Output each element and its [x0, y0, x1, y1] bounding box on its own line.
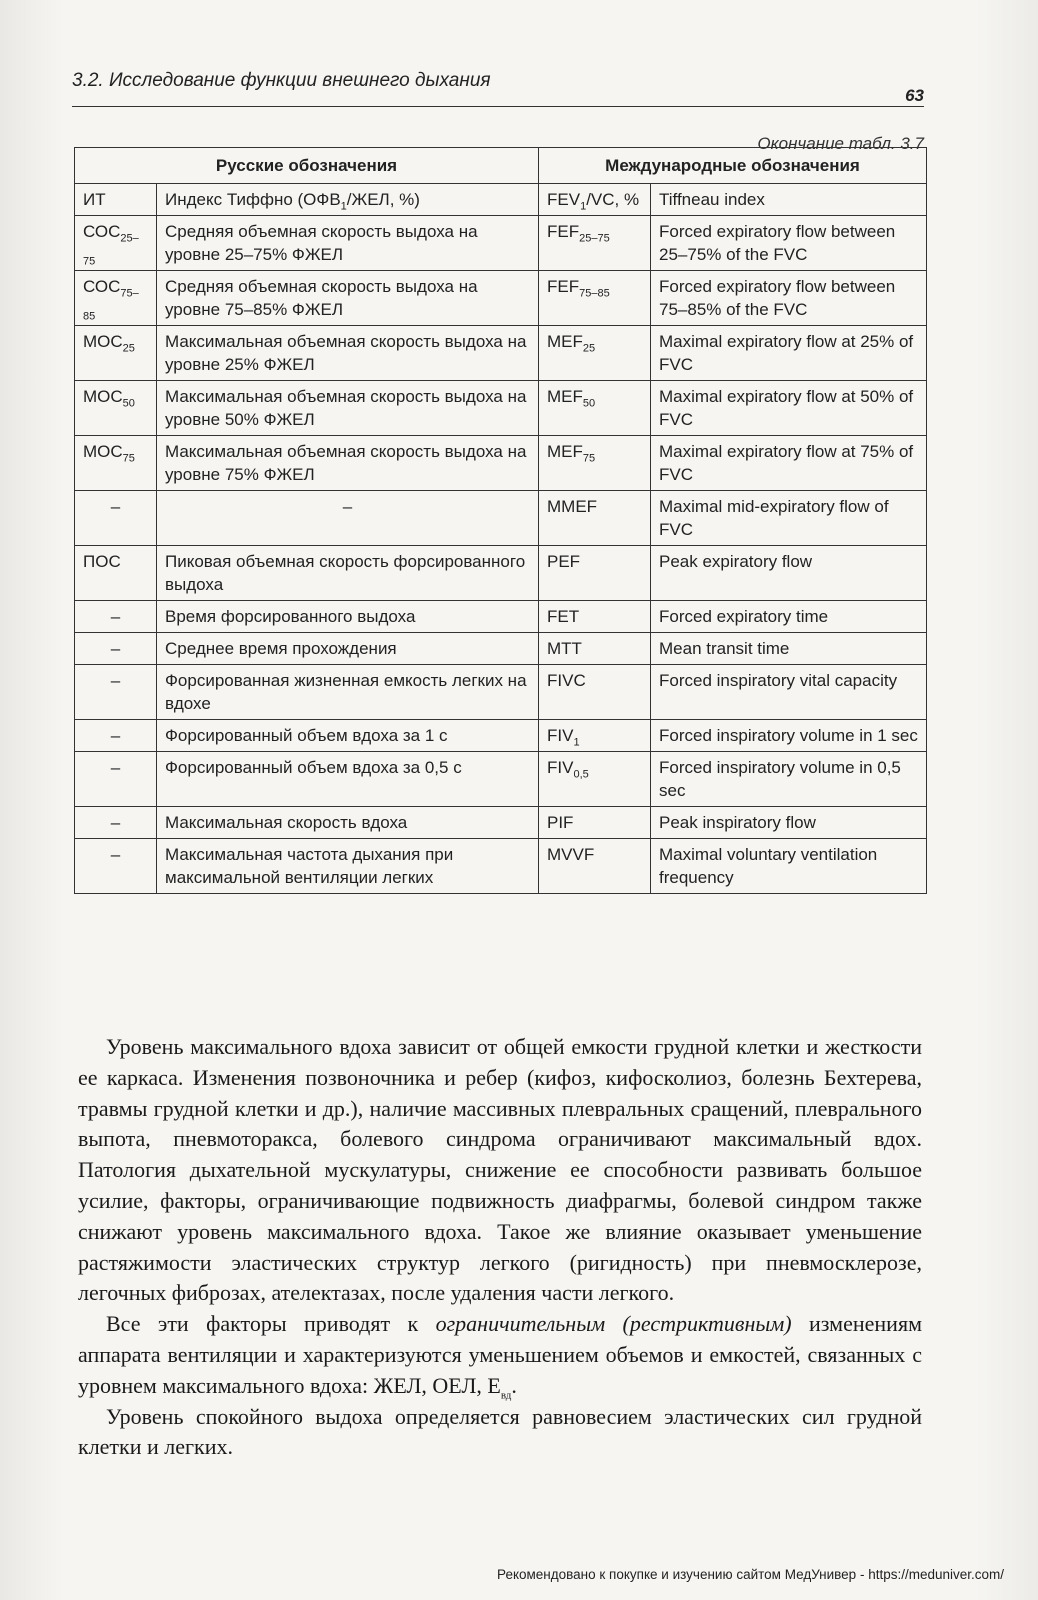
ru-name-cell-text: Максимальная скорость вдоха — [165, 813, 408, 832]
intl-abbr-cell — [539, 720, 651, 752]
ru-name-cell — [157, 491, 539, 546]
col-header-russian: Русские обозначения — [75, 148, 539, 184]
ru-abbr-cell — [75, 601, 157, 633]
intl-abbr-cell-text: MEF — [547, 387, 583, 406]
intl-abbr-cell — [539, 326, 651, 381]
ru-abbr-cell-subscript: 50 — [122, 397, 135, 410]
ru-name-cell — [157, 839, 539, 894]
ru-name-cell-text: /ЖЕЛ, %) — [346, 190, 420, 209]
ru-name-cell-text: Максимальная объемная скорость выдоха на уровне 50% ФЖЕЛ — [165, 387, 527, 429]
page-number: 63 — [905, 86, 924, 105]
intl-name-cell-text: Forced expiratory time — [659, 607, 829, 626]
intl-abbr-cell — [539, 491, 651, 546]
ru-name-cell — [157, 326, 539, 381]
intl-abbr-cell-text: MMEF — [547, 497, 598, 516]
intl-abbr-cell-text: FET — [547, 607, 580, 626]
intl-abbr-cell-text: PEF — [547, 552, 581, 571]
ru-name-cell — [157, 752, 539, 807]
ru-name-cell-text: Средняя объемная скорость выдоха на уровне 25–75% ФЖЕЛ — [165, 222, 478, 264]
ru-abbr-cell-subscript: 25–75 — [83, 232, 139, 268]
ru-abbr-cell — [75, 216, 157, 271]
ru-abbr-cell-text: МОС — [83, 387, 123, 406]
intl-name-cell-text: Forced expiratory flow between 25–75% of the FVC — [659, 222, 896, 264]
ru-abbr-cell-text: – — [110, 639, 121, 658]
body-text — [78, 1032, 922, 1463]
intl-abbr-cell — [539, 271, 651, 326]
table-row — [75, 601, 927, 633]
intl-name-cell-text: Maximal expiratory flow at 50% of FVC — [659, 387, 914, 429]
ru-abbr-cell-subscript: 25 — [122, 342, 135, 355]
intl-abbr-cell — [539, 665, 651, 720]
intl-name-cell-text: Forced expiratory flow between 75–85% of the FVC — [659, 277, 896, 319]
intl-abbr-cell-subscript: 25–75 — [579, 232, 610, 245]
ru-abbr-cell-text: ИТ — [83, 190, 106, 209]
table-row — [75, 720, 927, 752]
intl-name-cell — [651, 633, 927, 665]
table-body — [75, 184, 927, 894]
ru-abbr-cell-text: – — [110, 607, 121, 626]
ru-abbr-cell — [75, 326, 157, 381]
table-row — [75, 633, 927, 665]
intl-abbr-cell — [539, 546, 651, 601]
ru-abbr-cell — [75, 839, 157, 894]
intl-abbr-cell-subscript: 1 — [580, 200, 587, 213]
intl-abbr-cell-text: FIV — [547, 758, 574, 777]
intl-name-cell-text: Tiffneau index — [659, 190, 765, 209]
table-row — [75, 807, 927, 839]
ru-name-cell — [157, 381, 539, 436]
intl-abbr-cell-text: FEF — [547, 277, 580, 296]
intl-name-cell-text: Maximal mid-expiratory flow of FVC — [659, 497, 889, 539]
intl-name-cell — [651, 271, 927, 326]
intl-name-cell — [651, 491, 927, 546]
intl-name-cell-text: Forced inspiratory volume in 0,5 sec — [659, 758, 901, 800]
paragraph-1: Уровень максимального вдоха зависит от общей емкости грудной клетки и жесткости ее каркаса. Изменения позвоночника и ребер (кифоз, кифосколиоз, болезнь Бехтерева, травмы грудной клетки и др.), наличие массивных плевральных сращений, плеврального выпота, пневмоторакса, болевого синдрома ограничивают максимальный вдох. Патология дыхательной мускулатуры, снижение ее способности развивать большое усилие, факторы, ограничивающие подвижность диафрагмы, болевой синдром также снижают уровень максимального вдоха. Такое же влияние оказывает уменьшение растяжимости эластических структур легкого (ригидность) при пневмосклерозе, легочных фиброзах, ателектазах, после удаления части легкого. — [78, 1034, 922, 1306]
ru-abbr-cell-subscript: 75 — [122, 452, 135, 465]
ru-abbr-cell-subscript: 75–85 — [83, 287, 139, 323]
table-row — [75, 546, 927, 601]
ru-abbr-cell-text: ПОС — [83, 552, 121, 571]
ru-name-cell-text: Пиковая объемная скорость форсированного выдоха — [165, 552, 526, 594]
intl-abbr-cell — [539, 601, 651, 633]
intl-name-cell-text: Forced inspiratory volume in 1 sec — [659, 726, 918, 745]
table-row — [75, 184, 927, 216]
intl-name-cell — [651, 436, 927, 491]
ru-name-cell — [157, 807, 539, 839]
ru-abbr-cell — [75, 807, 157, 839]
intl-name-cell — [651, 807, 927, 839]
ru-name-cell — [157, 436, 539, 491]
intl-name-cell — [651, 720, 927, 752]
ru-name-cell — [157, 546, 539, 601]
intl-abbr-cell-text: PIF — [547, 813, 574, 832]
ru-abbr-cell — [75, 665, 157, 720]
ru-name-cell-text: Форсированный объем вдоха за 0,5 с — [165, 758, 462, 777]
ru-abbr-cell — [75, 546, 157, 601]
intl-abbr-cell — [539, 807, 651, 839]
intl-name-cell — [651, 601, 927, 633]
ru-abbr-cell-text: – — [110, 845, 121, 864]
intl-name-cell — [651, 381, 927, 436]
intl-abbr-cell-subscript: 1 — [573, 736, 580, 749]
intl-name-cell-text: Peak expiratory flow — [659, 552, 813, 571]
intl-name-cell — [651, 546, 927, 601]
intl-name-cell — [651, 326, 927, 381]
section-title: 3.2. Исследование функции внешнего дыхания — [72, 70, 491, 91]
intl-abbr-cell-text: MEF — [547, 332, 583, 351]
intl-abbr-cell-subscript: 75–85 — [579, 287, 610, 300]
intl-abbr-cell-subscript: 75 — [582, 452, 596, 465]
ru-abbr-cell-text: МОС — [83, 442, 123, 461]
paragraph-2-italic: ограничительным (рестриктивным) — [435, 1311, 792, 1337]
ru-abbr-cell — [75, 184, 157, 216]
intl-abbr-cell — [539, 216, 651, 271]
ru-name-cell-text: Время форсированного выдоха — [165, 607, 416, 626]
intl-abbr-cell-text: FIV — [547, 726, 574, 745]
intl-abbr-cell — [539, 633, 651, 665]
intl-name-cell-text: Mean transit time — [659, 639, 790, 658]
ru-name-cell-text: Среднее время прохождения — [165, 639, 397, 658]
ru-name-cell-text: Форсированный объем вдоха за 1 с — [165, 726, 448, 745]
ru-abbr-cell-text: – — [110, 671, 121, 690]
paragraph-3: Уровень спокойного выдоха определяется равновесием эластических сил грудной клетки и легких. — [78, 1403, 922, 1460]
intl-name-cell — [651, 752, 927, 807]
intl-abbr-cell-text: FIVC — [547, 671, 586, 690]
intl-name-cell — [651, 665, 927, 720]
intl-name-cell — [651, 839, 927, 894]
intl-abbr-cell — [539, 436, 651, 491]
table-row — [75, 326, 927, 381]
table-row — [75, 752, 927, 807]
intl-abbr-cell — [539, 752, 651, 807]
intl-abbr-cell-text: FEF — [547, 222, 580, 241]
table-row — [75, 665, 927, 720]
ru-abbr-cell — [75, 491, 157, 546]
paragraph-2-sub: вд — [500, 1389, 512, 1402]
ru-name-cell — [157, 184, 539, 216]
footer-note: Рекомендовано к покупке и изучению сайтом МедУнивер - https://meduniver.com/ — [497, 1567, 1004, 1582]
paragraph-2-end: . — [511, 1372, 517, 1398]
ru-name-cell — [157, 271, 539, 326]
ru-abbr-cell-text: – — [110, 497, 121, 516]
table-row — [75, 839, 927, 894]
intl-abbr-cell-subscript: 50 — [582, 397, 596, 410]
intl-abbr-cell — [539, 839, 651, 894]
table-row — [75, 491, 927, 546]
paragraph-2 — [78, 1309, 922, 1401]
table-row — [75, 381, 927, 436]
intl-abbr-cell-text: MTT — [547, 639, 582, 658]
ru-abbr-cell-text: – — [110, 758, 121, 777]
table-caption: Окончание табл. 3.7 — [757, 134, 924, 153]
ru-abbr-cell — [75, 271, 157, 326]
intl-name-cell — [651, 216, 927, 271]
intl-name-cell-text: Maximal expiratory flow at 75% of FVC — [659, 442, 914, 484]
table-header-row — [75, 148, 927, 184]
intl-abbr-cell-subscript: 25 — [582, 342, 596, 355]
paragraph-2-mid: изменениям аппарата вентиляции и характеризуются уменьшением объемов и емкостей, связанных с уровнем максимального вдоха: ЖЕЛ, ОЕЛ, Е — [78, 1311, 922, 1398]
running-head — [72, 66, 924, 107]
table-row — [75, 271, 927, 326]
intl-abbr-cell-text: MEF — [547, 442, 583, 461]
intl-abbr-cell-text: FEV — [547, 190, 581, 209]
intl-abbr-cell-subscript: 0,5 — [573, 768, 589, 781]
ru-abbr-cell — [75, 633, 157, 665]
ru-name-cell — [157, 633, 539, 665]
ru-name-cell-text: Максимальная объемная скорость выдоха на уровне 25% ФЖЕЛ — [165, 332, 527, 374]
intl-abbr-cell-text: /VC, % — [586, 190, 640, 209]
table-row — [75, 436, 927, 491]
ru-abbr-cell — [75, 436, 157, 491]
ru-name-cell-text: – — [342, 497, 353, 516]
ru-name-cell-text: Максимальная объемная скорость выдоха на уровне 75% ФЖЕЛ — [165, 442, 527, 484]
terminology-table — [74, 147, 927, 894]
intl-abbr-cell — [539, 381, 651, 436]
ru-abbr-cell-text: СОС — [83, 222, 121, 241]
ru-name-cell — [157, 720, 539, 752]
intl-name-cell-text: Maximal voluntary ventilation frequency — [659, 845, 878, 887]
ru-abbr-cell — [75, 752, 157, 807]
ru-abbr-cell — [75, 720, 157, 752]
paragraph-2-start: Все эти факторы приводят к — [106, 1311, 436, 1337]
intl-name-cell-text: Forced inspiratory vital capacity — [659, 671, 898, 690]
ru-abbr-cell-text: – — [110, 726, 121, 745]
ru-name-cell — [157, 665, 539, 720]
intl-abbr-cell-text: MVVF — [547, 845, 595, 864]
table-row — [75, 216, 927, 271]
ru-name-cell-subscript: 1 — [340, 200, 347, 213]
ru-name-cell-text: Форсированная жизненная емкость легких на вдохе — [165, 671, 527, 713]
ru-abbr-cell-text: МОС — [83, 332, 123, 351]
intl-name-cell-text: Maximal expiratory flow at 25% of FVC — [659, 332, 914, 374]
ru-name-cell-text: Индекс Тиффно (ОФВ — [165, 190, 341, 209]
ru-name-cell — [157, 216, 539, 271]
col-header-international: Международные обозначения — [539, 148, 927, 184]
intl-abbr-cell — [539, 184, 651, 216]
ru-name-cell-text: Средняя объемная скорость выдоха на уровне 75–85% ФЖЕЛ — [165, 277, 478, 319]
ru-name-cell — [157, 601, 539, 633]
ru-abbr-cell-text: – — [110, 813, 121, 832]
intl-name-cell-text: Peak inspiratory flow — [659, 813, 816, 832]
ru-abbr-cell — [75, 381, 157, 436]
intl-name-cell — [651, 184, 927, 216]
ru-abbr-cell-text: СОС — [83, 277, 121, 296]
ru-name-cell-text: Максимальная частота дыхания при максимальной вентиляции легких — [165, 845, 454, 887]
